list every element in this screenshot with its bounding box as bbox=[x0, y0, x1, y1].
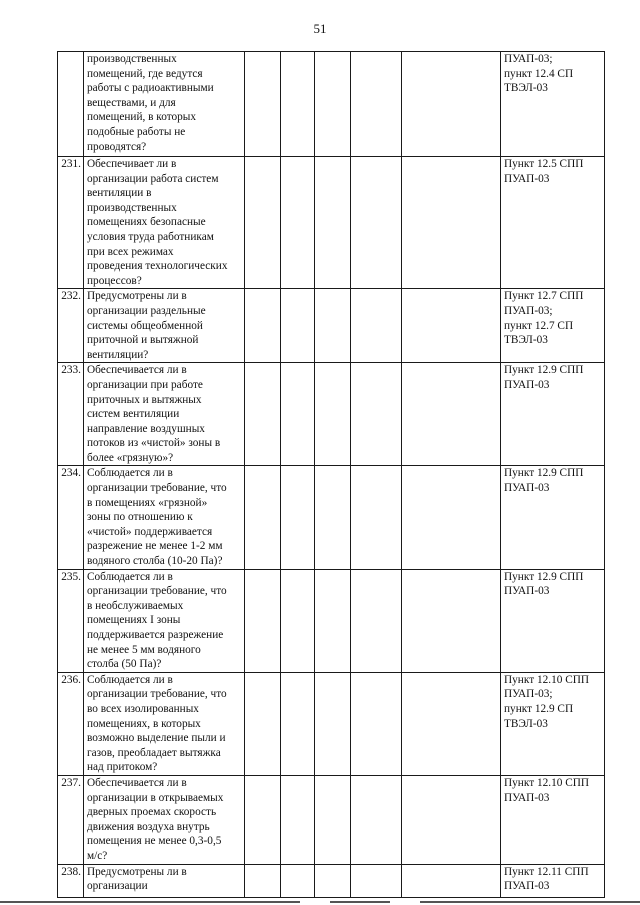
table-row bbox=[58, 672, 605, 775]
answer-no-cell bbox=[281, 289, 315, 363]
item-number: 237. bbox=[58, 775, 84, 864]
table-row bbox=[58, 157, 605, 289]
answer-no-cell bbox=[281, 466, 315, 569]
reference-line: ПУАП-03; bbox=[504, 304, 553, 317]
question-line: помещения не менее 0,3-0,5 bbox=[87, 835, 222, 848]
question-line: направление воздушных bbox=[87, 422, 205, 435]
question-line: вентиляции? bbox=[87, 348, 149, 361]
comment-cell bbox=[351, 363, 402, 466]
comment-cell bbox=[351, 466, 402, 569]
question-line: приточной и вытяжной bbox=[87, 334, 199, 347]
table-row bbox=[58, 289, 605, 363]
answer-no-cell bbox=[281, 672, 315, 775]
comment-cell bbox=[351, 672, 402, 775]
question-cell bbox=[84, 775, 245, 864]
answer-no-cell bbox=[281, 775, 315, 864]
question-line: помещениях I зоны bbox=[87, 614, 181, 627]
answer-yes-cell bbox=[245, 775, 281, 864]
question-line: организации требование, что bbox=[87, 688, 227, 701]
question-line: «чистой» поддерживается bbox=[87, 525, 213, 538]
question-line: проводятся? bbox=[87, 140, 147, 153]
question-line: системы общеобменной bbox=[87, 319, 203, 332]
reference-cell bbox=[501, 864, 605, 897]
reference-cell bbox=[501, 672, 605, 775]
reference-line: Пункт 12.11 СПП bbox=[504, 865, 589, 878]
answer-na-cell bbox=[315, 52, 351, 157]
question-line: не менее 5 мм водяного bbox=[87, 643, 201, 656]
answer-na-cell bbox=[315, 157, 351, 289]
question-line: процессов? bbox=[87, 274, 142, 287]
answer-yes-cell bbox=[245, 466, 281, 569]
answer-no-cell bbox=[281, 52, 315, 157]
item-number: 235. bbox=[58, 569, 84, 672]
question-line: вентиляции в bbox=[87, 187, 152, 200]
question-line: движения воздуха внутрь bbox=[87, 820, 210, 833]
question-line: помещений, где ведутся bbox=[87, 67, 203, 80]
question-line: Соблюдается ли в bbox=[87, 570, 173, 583]
item-number: 234. bbox=[58, 466, 84, 569]
item-number: 238. bbox=[58, 864, 84, 897]
question-cell bbox=[84, 289, 245, 363]
question-cell bbox=[84, 672, 245, 775]
question-cell bbox=[84, 864, 245, 897]
item-number: 233. bbox=[58, 363, 84, 466]
reference-line: Пункт 12.9 СПП bbox=[504, 364, 584, 377]
answer-yes-cell bbox=[245, 672, 281, 775]
comment-cell bbox=[351, 864, 402, 897]
comment-cell bbox=[351, 569, 402, 672]
answer-yes-cell bbox=[245, 52, 281, 157]
question-line: помещениях, в которых bbox=[87, 717, 201, 730]
question-line: организации в открываемых bbox=[87, 791, 224, 804]
note-cell bbox=[402, 157, 501, 289]
note-cell bbox=[402, 289, 501, 363]
reference-line: пункт 12.7 СП bbox=[504, 319, 574, 332]
question-line: в помещениях «грязной» bbox=[87, 496, 208, 509]
question-line: Предусмотрены ли в bbox=[87, 290, 187, 303]
reference-line: ПУАП-03 bbox=[504, 172, 550, 185]
reference-line: ТВЭЛ-03 bbox=[504, 82, 548, 95]
answer-na-cell bbox=[315, 363, 351, 466]
reference-line: ПУАП-03 bbox=[504, 482, 550, 495]
question-line: организации раздельные bbox=[87, 304, 206, 317]
reference-line: пункт 12.4 СП bbox=[504, 67, 574, 80]
question-line: более «грязную»? bbox=[87, 451, 174, 464]
answer-yes-cell bbox=[245, 864, 281, 897]
question-line: над притоком? bbox=[87, 761, 158, 774]
question-line: организации bbox=[87, 880, 148, 893]
question-line: Обеспечивается ли в bbox=[87, 776, 187, 789]
question-line: организации требование, что bbox=[87, 482, 227, 495]
note-cell bbox=[402, 775, 501, 864]
question-line: помещений, в которых bbox=[87, 111, 197, 124]
note-cell bbox=[402, 466, 501, 569]
comment-cell bbox=[351, 289, 402, 363]
reference-cell bbox=[501, 157, 605, 289]
item-number: 231. bbox=[58, 157, 84, 289]
question-line: Соблюдается ли в bbox=[87, 673, 173, 686]
table-row bbox=[58, 466, 605, 569]
table-row bbox=[58, 569, 605, 672]
question-line: веществами, и для bbox=[87, 96, 176, 109]
reference-line: пункт 12.9 СП bbox=[504, 702, 574, 715]
question-line: водяного столба (10-20 Па)? bbox=[87, 555, 223, 568]
question-line: дверных проемах скорость bbox=[87, 806, 217, 819]
question-line: при всех режимах bbox=[87, 245, 174, 258]
reference-line: ТВЭЛ-03 bbox=[504, 334, 548, 347]
question-cell bbox=[84, 52, 245, 157]
reference-cell bbox=[501, 775, 605, 864]
item-number: 232. bbox=[58, 289, 84, 363]
question-line: условия труда работникам bbox=[87, 230, 214, 243]
item-number: 236. bbox=[58, 672, 84, 775]
question-line: во всех изолированных bbox=[87, 702, 199, 715]
comment-cell bbox=[351, 52, 402, 157]
question-cell bbox=[84, 569, 245, 672]
question-line: организации требование, что bbox=[87, 585, 227, 598]
reference-line: ПУАП-03 bbox=[504, 791, 550, 804]
question-line: производственных bbox=[87, 53, 177, 65]
answer-yes-cell bbox=[245, 569, 281, 672]
reference-line: ПУАП-03; bbox=[504, 53, 553, 65]
reference-line: ПУАП-03 bbox=[504, 880, 550, 893]
reference-line: Пункт 12.5 СПП bbox=[504, 158, 584, 170]
question-line: м/с? bbox=[87, 849, 108, 862]
reference-cell bbox=[501, 52, 605, 157]
table-row bbox=[58, 775, 605, 864]
reference-line: ТВЭЛ-03 bbox=[504, 717, 548, 730]
answer-na-cell bbox=[315, 569, 351, 672]
question-line: систем вентиляции bbox=[87, 408, 180, 421]
question-line: поддерживается разрежение bbox=[87, 629, 224, 641]
reference-line: Пункт 12.9 СПП bbox=[504, 570, 584, 583]
question-line: организации при работе bbox=[87, 378, 203, 391]
question-line: в необслуживаемых bbox=[87, 599, 184, 612]
answer-yes-cell bbox=[245, 157, 281, 289]
question-line: подобные работы не bbox=[87, 125, 186, 138]
checklist-table bbox=[57, 51, 605, 898]
reference-cell bbox=[501, 466, 605, 569]
note-cell bbox=[402, 52, 501, 157]
question-line: приточных и вытяжных bbox=[87, 393, 202, 406]
answer-na-cell bbox=[315, 775, 351, 864]
comment-cell bbox=[351, 775, 402, 864]
comment-cell bbox=[351, 157, 402, 289]
answer-no-cell bbox=[281, 157, 315, 289]
reference-cell bbox=[501, 289, 605, 363]
table-row bbox=[58, 864, 605, 897]
question-line: газов, преобладает вытяжка bbox=[87, 746, 221, 759]
question-line: зоны по отношению к bbox=[87, 511, 193, 524]
reference-line: Пункт 12.7 СПП bbox=[504, 290, 584, 303]
page-bottom-edge bbox=[0, 897, 640, 905]
answer-na-cell bbox=[315, 289, 351, 363]
answer-no-cell bbox=[281, 363, 315, 466]
answer-na-cell bbox=[315, 864, 351, 897]
question-line: Предусмотрены ли в bbox=[87, 865, 187, 878]
note-cell bbox=[402, 569, 501, 672]
reference-line: Пункт 12.10 СПП bbox=[504, 776, 590, 789]
answer-yes-cell bbox=[245, 363, 281, 466]
question-line: столба (50 Па)? bbox=[87, 658, 162, 671]
table-row bbox=[58, 363, 605, 466]
note-cell bbox=[402, 864, 501, 897]
question-line: производственных bbox=[87, 201, 177, 214]
table-row bbox=[58, 52, 605, 157]
question-line: помещениях безопасные bbox=[87, 216, 206, 229]
question-line: потоков из «чистой» зоны в bbox=[87, 437, 221, 450]
note-cell bbox=[402, 672, 501, 775]
answer-no-cell bbox=[281, 864, 315, 897]
question-line: организации работа систем bbox=[87, 172, 219, 185]
answer-yes-cell bbox=[245, 289, 281, 363]
reference-line: ПУАП-03 bbox=[504, 585, 550, 598]
question-line: проведения технологических bbox=[87, 260, 228, 273]
question-cell bbox=[84, 157, 245, 289]
question-cell bbox=[84, 466, 245, 569]
page-number: 51 bbox=[313, 21, 327, 36]
note-cell bbox=[402, 363, 501, 466]
reference-line: Пункт 12.10 СПП bbox=[504, 673, 590, 686]
question-line: Соблюдается ли в bbox=[87, 467, 173, 480]
answer-na-cell bbox=[315, 466, 351, 569]
answer-no-cell bbox=[281, 569, 315, 672]
reference-line: Пункт 12.9 СПП bbox=[504, 467, 584, 480]
question-line: Обеспечивается ли в bbox=[87, 364, 187, 377]
reference-cell bbox=[501, 569, 605, 672]
reference-cell bbox=[501, 363, 605, 466]
answer-na-cell bbox=[315, 672, 351, 775]
question-line: возможно выделение пыли и bbox=[87, 732, 226, 745]
reference-line: ПУАП-03; bbox=[504, 688, 553, 701]
item-number bbox=[58, 52, 84, 157]
question-line: работы с радиоактивными bbox=[87, 82, 214, 95]
question-cell bbox=[84, 363, 245, 466]
question-line: разрежение не менее 1-2 мм bbox=[87, 540, 223, 553]
question-line: Обеспечивает ли в bbox=[87, 158, 177, 170]
reference-line: ПУАП-03 bbox=[504, 378, 550, 391]
